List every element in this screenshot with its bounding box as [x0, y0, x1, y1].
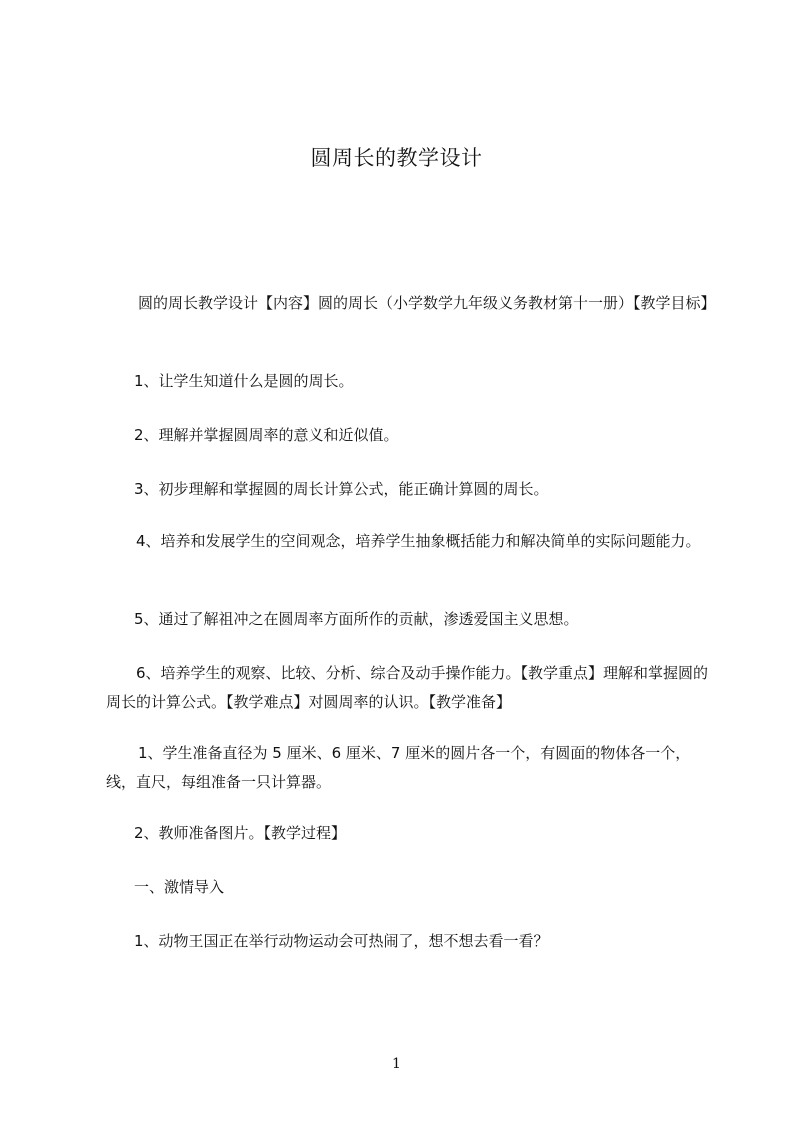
paragraph-intro: 圆的周长教学设计【内容】圆的周长（小学数学九年级义务教材第十一册）【教学目标】	[138, 294, 716, 312]
paragraph-preparation-1: 1、学生准备直径为 5 厘米、6 厘米、7 厘米的圆片各一个，有圆面的物体各一个，线，直尺，每组准备一只计算器。	[106, 744, 691, 791]
paragraph-objective-4: 4、培养和发展学生的空间观念，培养学生抽象概括能力和解决简单的实际问题能力。	[136, 532, 701, 550]
paragraph-objective-2: 2、理解并掌握圆周率的意义和近似值。	[134, 426, 399, 444]
paragraph-objective-3: 3、初步理解和掌握圆的周长计算公式，能正确计算圆的周长。	[134, 480, 549, 498]
paragraph-objective-6: 6、培养学生的观察、比较、分析、综合及动手操作能力。【教学重点】理解和掌握圆的周长的计算公式。【教学难点】对圆周率的认识。【教学准备】	[106, 664, 709, 711]
paragraph-objective-1: 1、让学生知道什么是圆的周长。	[134, 372, 354, 390]
document-title: 圆周长的教学设计	[310, 146, 483, 170]
section-heading-intro: 一、激情导入	[134, 878, 225, 896]
paragraph-objective-5: 5、通过了解祖冲之在圆周率方面所作的贡献，渗透爱国主义思想。	[134, 610, 579, 628]
paragraph-intro-step-1: 1、动物王国正在举行动物运动会可热闹了，想不想去看一看？	[134, 932, 549, 950]
paragraph-preparation-2: 2、教师准备图片。【教学过程】	[134, 824, 347, 842]
page-number: 1	[392, 1056, 401, 1072]
